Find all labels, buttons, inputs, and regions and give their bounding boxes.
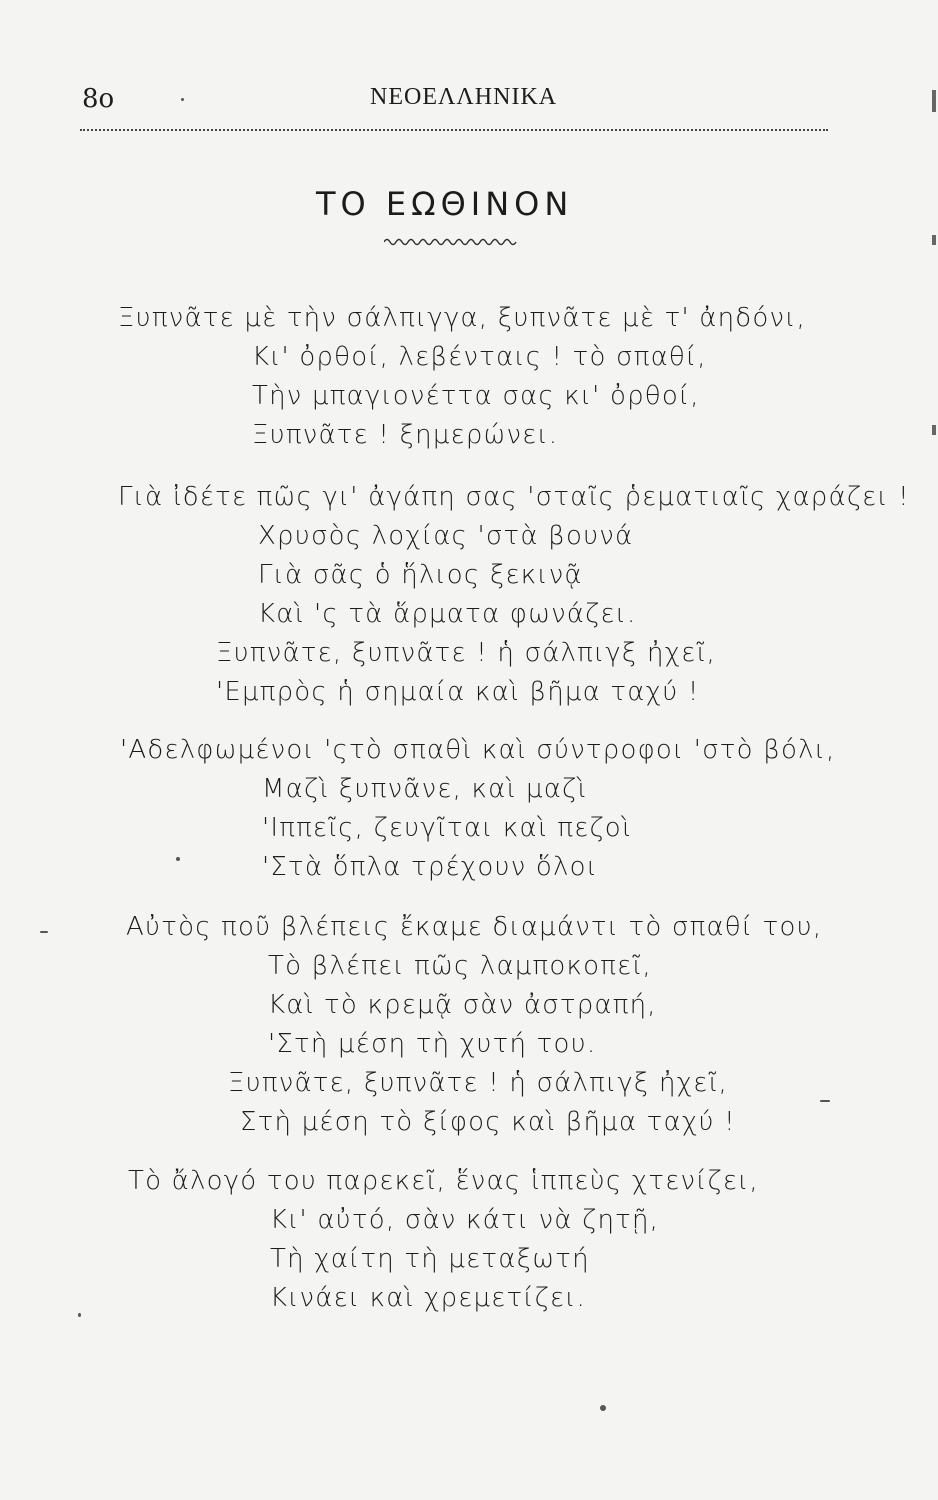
poem-line: Στὴ μέση τὸ ξίφος καὶ βῆμα ταχύ !	[240, 1107, 736, 1137]
title-ornament	[384, 236, 518, 248]
header-rule	[80, 129, 828, 131]
poem-line: Μαζὶ ξυπνᾶνε, καὶ μαζὶ	[262, 774, 588, 804]
poem-line: Τὴ χαίτη τὴ μεταξωτή	[270, 1244, 590, 1274]
poem-line: 'Ιππεῖς, ζευγῖται καὶ πεζοὶ	[262, 813, 632, 843]
poem-line: Κινάει καὶ χρεμετίζει.	[270, 1283, 586, 1313]
poem-line: Ξυπνᾶτε μὲ τὴν σάλπιγγα, ξυπνᾶτε μὲ τ' ἀηδόνι,	[118, 303, 806, 333]
scan-speck	[600, 1405, 606, 1411]
poem-line: Γιὰ σᾶς ὁ ἥλιος ξεκινᾷ	[258, 560, 583, 590]
poem-line: Καὶ τὸ κρεμᾷ σὰν ἀστραπή,	[268, 990, 657, 1020]
poem-line: 'Στὴ μέση τὴ χυτή του.	[268, 1029, 597, 1059]
poem-line: Καὶ 'ς τὰ ἅρματα φωνάζει.	[258, 599, 637, 629]
scan-speck	[820, 1100, 830, 1102]
poem-line: Κι' αὐτό, σὰν κάτι νὰ ζητῇ,	[270, 1205, 660, 1235]
edge-mark	[932, 90, 936, 112]
edge-mark	[932, 425, 936, 435]
running-head: ΝΕΟΕΛΛΗΝΙΚΑ	[370, 84, 558, 110]
scan-speck	[181, 98, 184, 101]
poem-line: 'Αδελφωμένοι 'ςτὸ σπαθὶ καὶ σύντροφοι 'στὸ βόλι,	[120, 735, 836, 765]
edge-mark	[932, 235, 936, 245]
poem-line: Κι' ὀρθοί, λεβένταις ! τὸ σπαθί,	[252, 342, 707, 372]
page-number: 8o	[82, 84, 115, 114]
scan-speck	[78, 1313, 81, 1317]
poem-line: Τὸ ἄλογό του παρεκεῖ, ἕνας ἱππεὺς χτενίζει,	[128, 1166, 759, 1196]
poem-line: Τὸ βλέπει πῶς λαμποκοπεῖ,	[268, 951, 652, 981]
poem-line: Τὴν μπαγιονέττα σας κι' ὀρθοί,	[252, 381, 700, 411]
poem-title: ΤΟ ΕΩΘΙΝΟΝ	[316, 185, 574, 223]
poem-line: Γιὰ ἰδέτε πῶς γι' ἀγάπη σας 'σταῖς ῥεματιαῖς χαράζει !	[118, 482, 910, 512]
scan-speck	[40, 931, 48, 933]
poem-line: Ξυπνᾶτε ! ξημερώνει.	[252, 420, 559, 450]
poem-line: Ξυπνᾶτε, ξυπνᾶτε ! ἡ σάλπιγξ ἠχεῖ,	[228, 1068, 728, 1098]
poem-line: Αὐτὸς ποῦ βλέπεις ἔκαμε διαμάντι τὸ σπαθί του,	[126, 912, 823, 942]
scan-speck	[176, 857, 180, 861]
poem-line: Ξυπνᾶτε, ξυπνᾶτε ! ἡ σάλπιγξ ἠχεῖ,	[216, 638, 716, 668]
poem-line: 'Στὰ ὅπλα τρέχουν ὅλοι	[262, 852, 598, 882]
poem-line: Χρυσὸς λοχίας 'στὰ βουνά	[258, 521, 634, 551]
poem-line: 'Εμπρὸς ἡ σημαία καὶ βῆμα ταχύ !	[216, 677, 700, 707]
